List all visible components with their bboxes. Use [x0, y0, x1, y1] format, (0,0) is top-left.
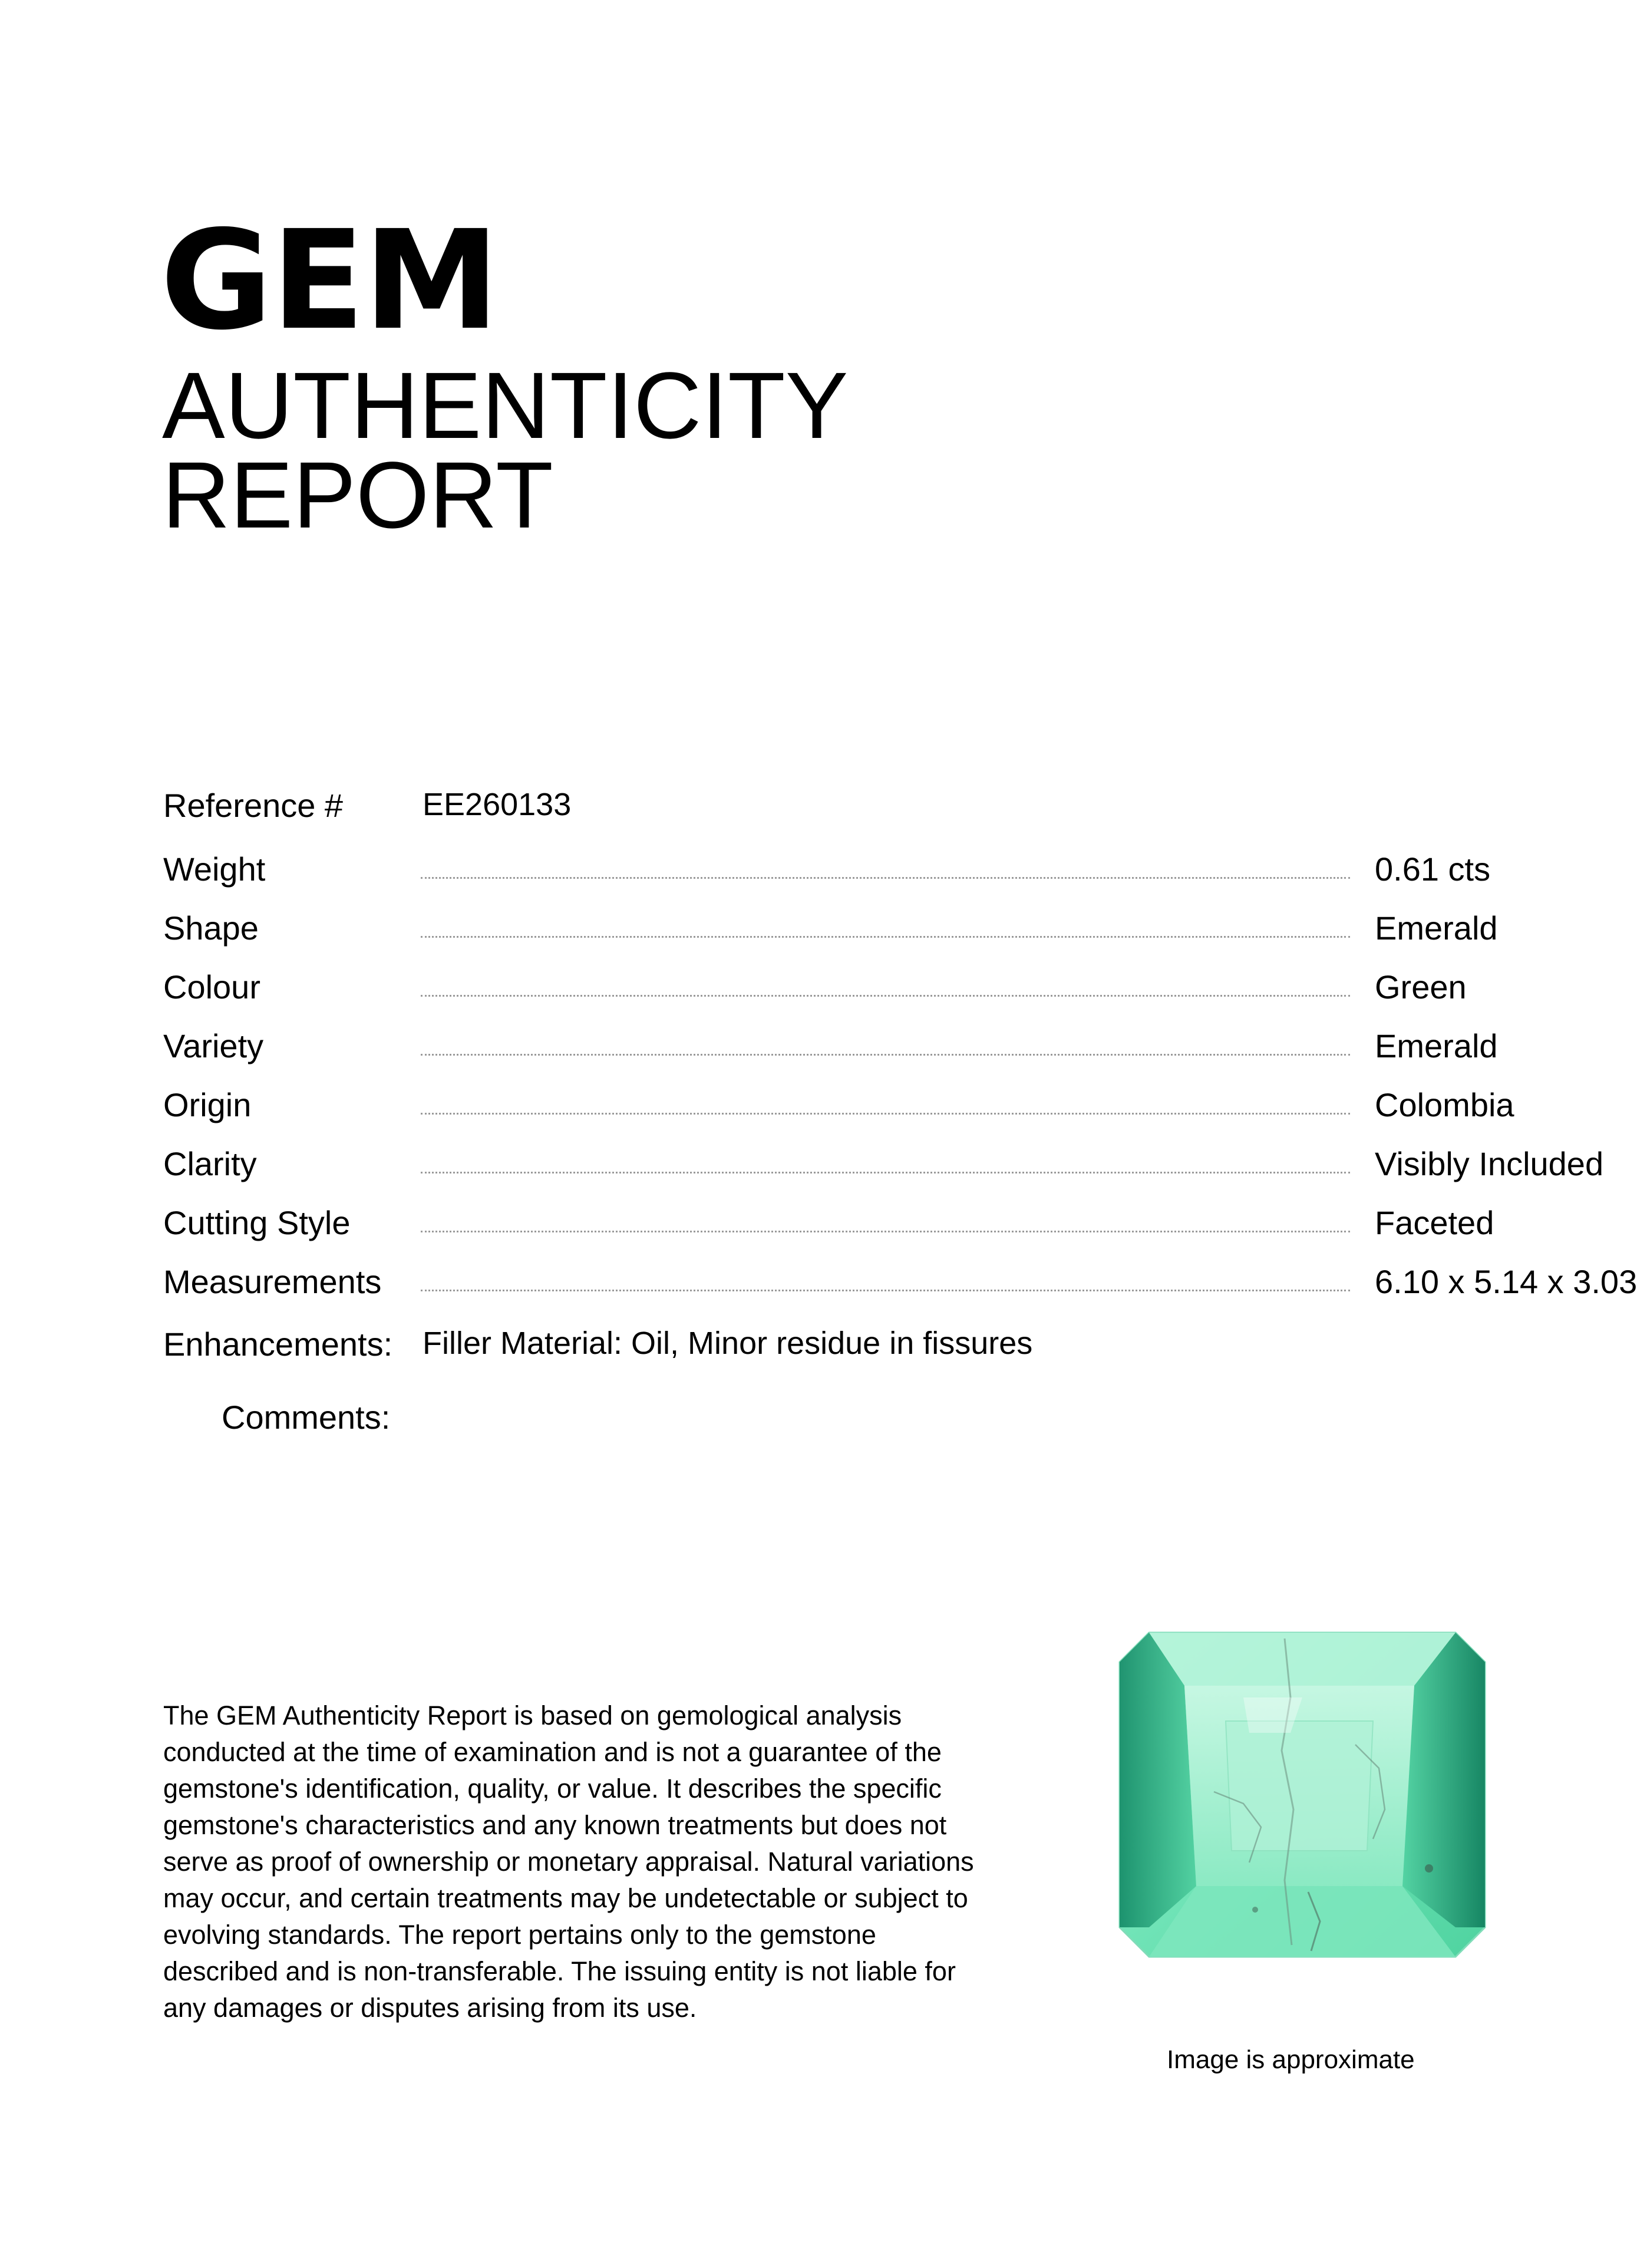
- subtitle-line-2: REPORT: [162, 442, 553, 548]
- emerald-gemstone-image: [1108, 1615, 1491, 1980]
- property-value: Emerald: [1375, 909, 1498, 947]
- property-value: Emerald: [1375, 1027, 1498, 1064]
- property-value: Colombia: [1375, 1086, 1514, 1123]
- report-subtitle: [162, 352, 849, 548]
- reference-value: EE260133: [423, 787, 572, 822]
- enhancements-value: Filler Material: Oil, Minor residue in fissures: [423, 1326, 1033, 1361]
- dotted-leader: [421, 995, 1350, 997]
- image-caption: Image is approximate: [1167, 2045, 1415, 2074]
- dotted-leader: [421, 1290, 1350, 1291]
- subtitle-line-1: AUTHENTICITY: [162, 352, 849, 458]
- dotted-leader: [421, 1172, 1350, 1173]
- property-value: Green: [1375, 968, 1467, 1006]
- enhancements-row: [163, 1312, 1460, 1378]
- comments-label: Comments:: [222, 1399, 391, 1436]
- dotted-leader: [421, 1231, 1350, 1232]
- property-value: Faceted: [1375, 1204, 1494, 1241]
- property-row-origin: [163, 1076, 1514, 1135]
- property-value: Visibly Included: [1375, 1145, 1604, 1182]
- property-row-variety: [163, 1017, 1498, 1076]
- property-label: Origin: [163, 1086, 252, 1123]
- property-value: 0.61 cts: [1375, 850, 1491, 888]
- property-label: Measurements: [163, 1263, 382, 1300]
- property-label: Clarity: [163, 1145, 257, 1182]
- dotted-leader: [421, 1113, 1350, 1115]
- enhancements-label: Enhancements:: [163, 1326, 393, 1363]
- property-label: Weight: [163, 850, 266, 888]
- property-label: Shape: [163, 909, 259, 947]
- emerald-gem-icon: [1108, 1615, 1491, 1980]
- comments-row: [163, 1378, 1460, 1449]
- dotted-leader: [421, 877, 1350, 879]
- brand-title: GEM: [160, 201, 499, 360]
- property-label: Variety: [163, 1027, 264, 1064]
- dotted-leader: [421, 936, 1350, 938]
- property-row-measurements: [163, 1253, 1637, 1312]
- disclaimer-text: The GEM Authenticity Report is based on gemological analysis conducted at the time of examination and is not a guarantee of the gemstone's identification, quality, or value. It describes the specific gemstone's characteristics and any known treatments but does not serve as proof of ownership or monetary appraisal. Natural variations may occur, and certain treatments may be undetectable or subject to evolving standards. The report pertains only to the gemstone described and is non-transferable. The issuing entity is not liable for any damages or disputes arising from its use.: [163, 1700, 974, 2023]
- dotted-leader: [421, 1054, 1350, 1056]
- details-list: [163, 777, 1637, 1449]
- reference-label: Reference #: [163, 787, 344, 824]
- reference-row: [163, 777, 1460, 840]
- property-row-clarity: [163, 1135, 1604, 1194]
- property-label: Cutting Style: [163, 1204, 351, 1241]
- property-label: Colour: [163, 968, 260, 1006]
- property-value: 6.10 x 5.14 x 3.03: [1375, 1263, 1637, 1300]
- property-row-cutting-style: [163, 1194, 1494, 1253]
- property-row-weight: [163, 840, 1491, 899]
- property-row-shape: [163, 899, 1498, 958]
- property-row-colour: [163, 958, 1467, 1017]
